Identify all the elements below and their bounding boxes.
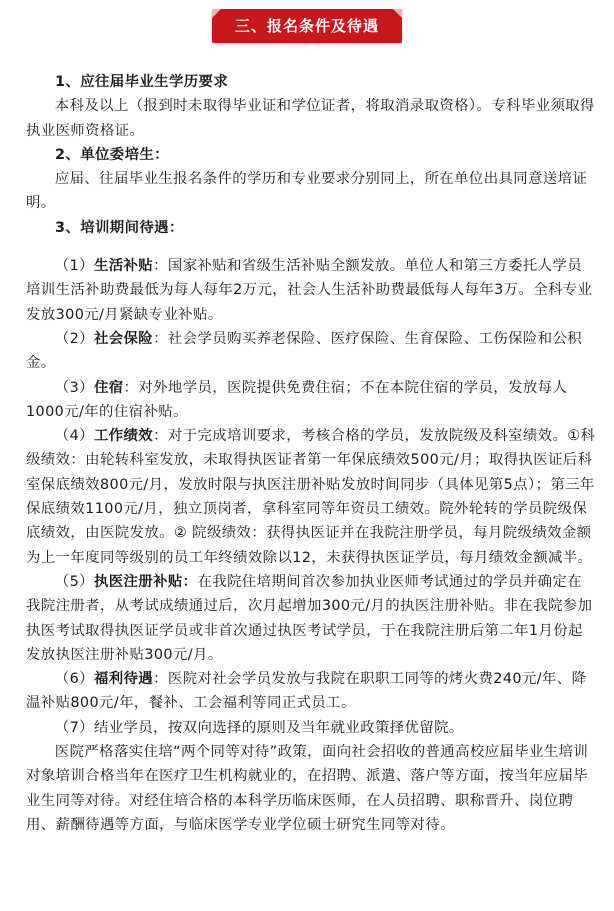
- item-text: ：医院对社会学员发放与我院在职职工同等的烤火费240元/年、降温补贴800元/年，餐补、工会福利等同正式员工。: [26, 671, 587, 712]
- item-retention: （7）结业学员，按双向选择的原则及当年就业政策择优留院。: [54, 719, 464, 736]
- banner-title: 三、报名条件及待遇: [234, 17, 379, 35]
- spacer: [26, 240, 596, 254]
- document-body: [26, 70, 596, 837]
- item-text: ：国家补贴和省级生活补贴全额发放。单位人和第三方委托人学员培训生活补助费最低为每人每年2万元，社会人生活补助费最低每人每年3万。全科专业发放300元/月紧缺专业补贴。: [26, 258, 593, 323]
- item-number: （6）: [54, 671, 94, 688]
- item-number: （5）: [54, 573, 94, 590]
- section-3-heading: 3、培训期间待遇：: [55, 219, 184, 236]
- item-welfare: [26, 667, 596, 716]
- item-text: ：对于完成培训要求，考核合格的学员，发放院级及科室绩效。①科级绩效：由轮转科室发放，未取得执医证者第一年保底绩效500元/月；取得执医证后科室保底绩效800元/月，发放时限与执医注册补贴发放时间同步（具体见第5点）；第三年保底绩效1100元/月，独立顶岗者，拿科室同等年资员工绩效。院外轮转的学员院级保底绩效，由医院发放。② 院级绩效：获得执医证并在我院注册学员，每月院级绩效金额为上一年度同等级别的员工年终绩效除以12，未获得执医证学员，每月绩效金额减半。: [26, 428, 596, 566]
- item-text: 在我院住培期间首次参加执业医师考试通过的学员并确定在我院注册者，从考试成绩通过后，次月起增加300元/月的执医注册补贴。非在我院参加执医考试取得执医证学员或非首次通过执医考试学员，于在我院注册后第二年1月份起发放执医注册补贴300元/月。: [26, 573, 593, 663]
- item-number: （1）: [54, 258, 94, 275]
- item-title: 执医注册补贴：: [93, 573, 198, 590]
- item-accommodation: [26, 376, 596, 425]
- item-title: 工作绩效: [93, 428, 154, 445]
- banner-box: [212, 9, 402, 43]
- section-banner: [0, 9, 614, 45]
- item-text: ：社会学员购买养老保险、医疗保险、生育保险、工伤保险和公积金。: [26, 330, 583, 372]
- section-2-heading: 2、单位委培生：: [55, 146, 169, 163]
- item-social-insurance: [26, 327, 596, 376]
- item-title: 福利待遇: [93, 671, 154, 688]
- item-text: ：对外地学员，医院提供免费住宿；不在本院住宿的学员，发放每人1000元/年的住宿补贴。: [26, 379, 568, 420]
- closing-paragraph: 医院严格落实住培“两个同等对待”政策，面向社会招收的普通高校应届毕业生培训对象培训合格当年在医疗卫生机构就业的，在招聘、派遣、落户等方面，按当年应届毕业生同等对待。对经住培合格的本科学历临床医师，在人员招聘、职称晋升、岗位聘用、薪酬待遇等方面，与临床医学专业学位硕士研究生同等对待。: [26, 744, 589, 833]
- item-number: （2）: [54, 330, 94, 347]
- item-title: 社会保险: [93, 330, 154, 347]
- item-title: 住宿: [93, 379, 124, 396]
- item-number: （3）: [54, 379, 94, 396]
- section-1-heading: 1、应往届毕业生学历要求: [55, 74, 229, 90]
- section-1-text: 本科及以上（报到时未取得毕业证和学位证者，将取消录取资格）。专科毕业须取得执业医师资格证。: [26, 98, 595, 139]
- item-living-allowance: [26, 254, 596, 327]
- item-number: （4）: [54, 428, 94, 445]
- section-2-text: 应届、往届毕业生报名条件的学历和专业要求分别同上，所在单位出具同意送培证明。: [26, 171, 588, 212]
- item-registration-allowance: [26, 570, 596, 667]
- item-performance-pay: [26, 424, 596, 570]
- item-title: 生活补贴: [93, 258, 154, 275]
